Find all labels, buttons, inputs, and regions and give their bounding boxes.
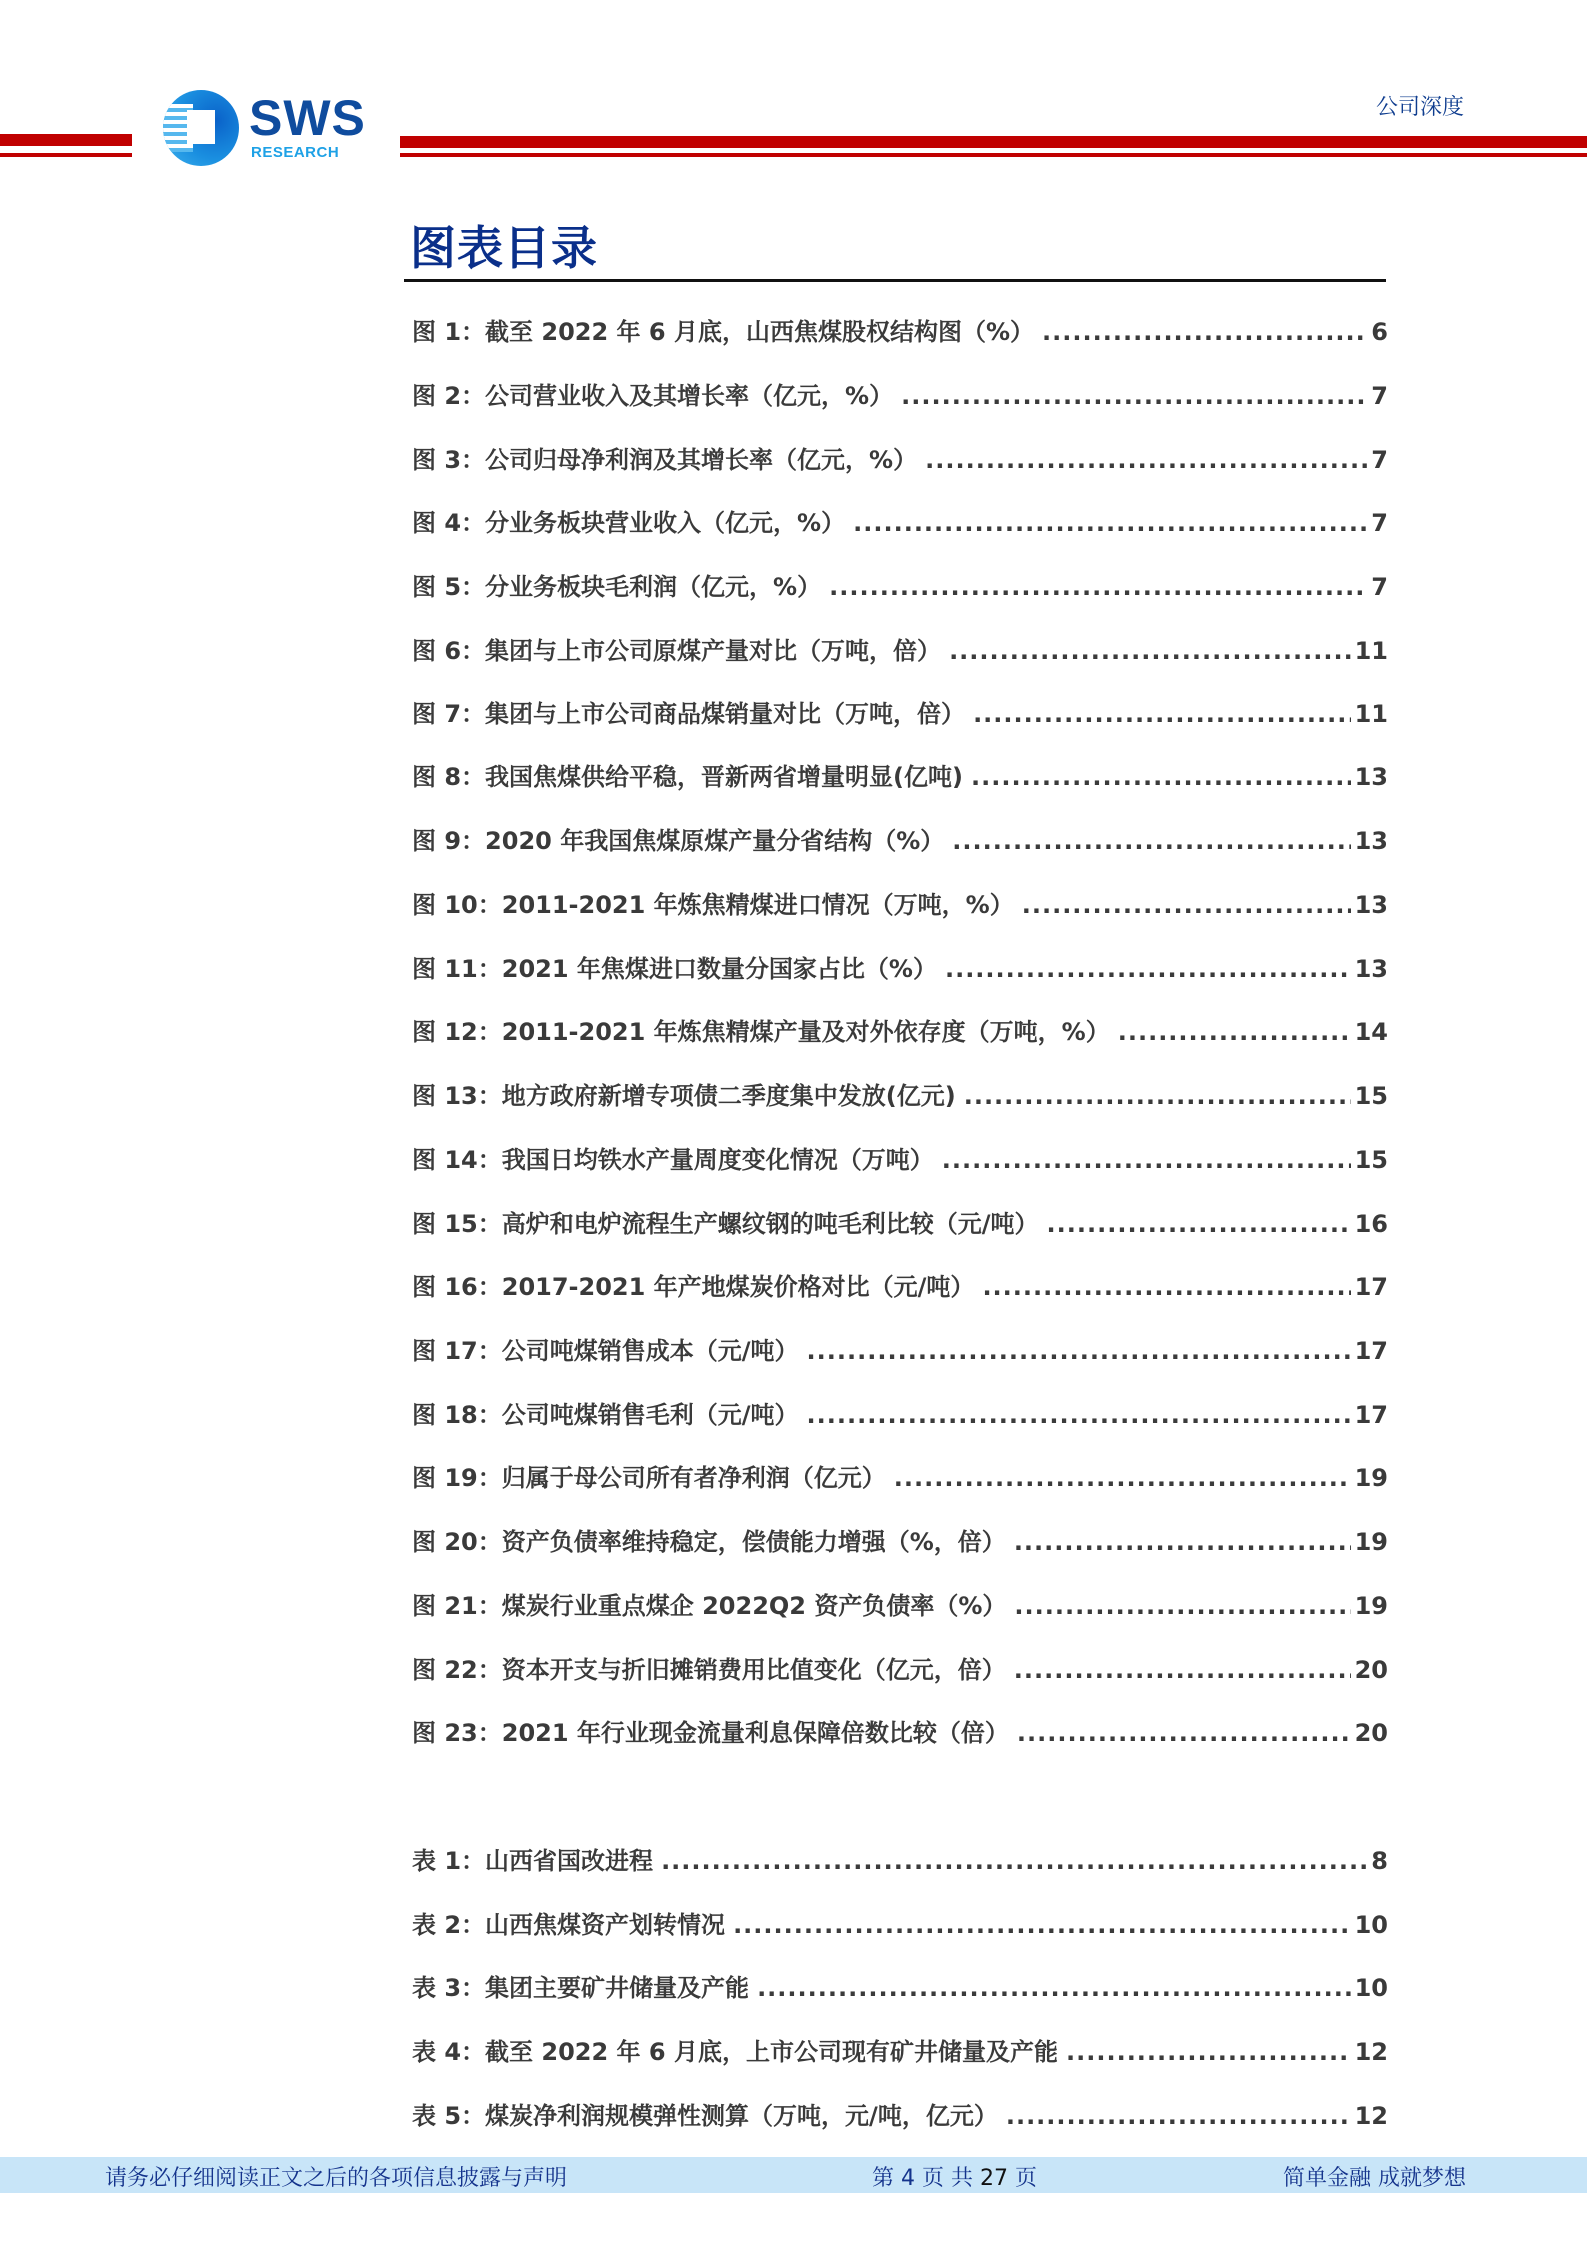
toc-entry-table-5[interactable] — [412, 2096, 1388, 2130]
toc-entry-page: 14 — [1354, 1018, 1388, 1046]
toc-entry-label: 图 22：资本开支与折旧摊销费用比值变化（亿元，倍） — [412, 1656, 1006, 1684]
toc-entry-page: 13 — [1354, 955, 1388, 983]
logo-square — [187, 110, 215, 144]
toc-entry-page: 12 — [1354, 2038, 1388, 2066]
toc-entry-figure-4[interactable] — [412, 503, 1388, 537]
toc-entry-label: 图 14：我国日均铁水产量周度变化情况（万吨） — [412, 1146, 934, 1174]
toc-entry-figure-17[interactable] — [412, 1331, 1388, 1365]
toc-entry-page: 13 — [1354, 891, 1388, 919]
page-suffix: 页 — [1007, 2166, 1037, 2191]
toc-entry-label: 图 9：2020 年我国焦煤原煤产量分省结构（%） — [412, 827, 945, 855]
header-rule-right-thick — [400, 136, 1587, 148]
toc-entry-label: 图 11：2021 年焦煤进口数量分国家占比（%） — [412, 955, 937, 983]
dot-leader — [853, 509, 1367, 537]
logo-wordmark: SWS — [249, 90, 366, 146]
toc-entry-label: 表 3：集团主要矿井储量及产能 — [412, 1974, 750, 2002]
toc-entry-figure-7[interactable] — [412, 694, 1388, 728]
toc-entry-page: 11 — [1354, 700, 1388, 728]
page-total: 27 — [979, 2166, 1008, 2191]
dot-leader — [1047, 1210, 1351, 1238]
dot-leader — [1014, 1592, 1350, 1620]
toc-entry-label: 图 8：我国焦煤供给平稳，晋新两省增量明显(亿吨) — [412, 763, 963, 791]
toc-entry-figure-16[interactable] — [412, 1267, 1388, 1301]
toc-entry-label: 图 4：分业务板块营业收入（亿元，%） — [412, 509, 846, 537]
toc-entry-page: 20 — [1354, 1719, 1388, 1747]
document-type-label: 公司深度 — [1376, 95, 1465, 120]
toc-entry-figure-3[interactable] — [412, 440, 1388, 474]
toc-entry-label: 表 4：截至 2022 年 6 月底，上市公司现有矿井储量及产能 — [412, 2038, 1058, 2066]
toc-entry-page: 16 — [1354, 1210, 1388, 1238]
header-rule-left-thick — [0, 134, 132, 146]
toc-entry-page: 19 — [1354, 1464, 1388, 1492]
disclaimer-text: 请务必仔细阅读正文之后的各项信息披露与声明 — [105, 2166, 568, 2191]
toc-entry-page: 19 — [1354, 1592, 1388, 1620]
toc-entry-label: 图 10：2011-2021 年炼焦精煤进口情况（万吨，%） — [412, 891, 1014, 919]
logo-globe-icon — [163, 90, 239, 166]
toc-entry-label: 图 3：公司归母净利润及其增长率（亿元，%） — [412, 446, 918, 474]
dot-leader — [757, 1974, 1351, 2002]
page-number — [872, 2161, 1037, 2192]
toc-entry-table-3[interactable] — [412, 1968, 1388, 2002]
dot-leader — [964, 1082, 1351, 1110]
dot-leader — [942, 1146, 1351, 1174]
toc-entry-figure-8[interactable] — [412, 757, 1388, 791]
toc-entry-label: 表 5：煤炭净利润规模弹性测算（万吨，元/吨，亿元） — [412, 2102, 998, 2130]
toc-entry-page: 13 — [1354, 763, 1388, 791]
dot-leader — [1017, 1719, 1351, 1747]
toc-entry-label: 图 6：集团与上市公司原煤产量对比（万吨，倍） — [412, 637, 942, 665]
toc-entry-table-4[interactable] — [412, 2032, 1388, 2066]
dot-leader — [733, 1911, 1351, 1939]
page-footer — [0, 2157, 1587, 2193]
toc-entry-label: 图 23：2021 年行业现金流量利息保障倍数比较（倍） — [412, 1719, 1009, 1747]
toc-entry-figure-2[interactable] — [412, 376, 1388, 410]
toc-entry-page: 6 — [1371, 318, 1388, 346]
toc-entry-figure-10[interactable] — [412, 885, 1388, 919]
toc-entry-figure-13[interactable] — [412, 1076, 1388, 1110]
toc-entry-label: 图 16：2017-2021 年产地煤炭价格对比（元/吨） — [412, 1273, 975, 1301]
dot-leader — [925, 446, 1367, 474]
toc-entry-table-1[interactable] — [412, 1841, 1388, 1875]
toc-entry-figure-9[interactable] — [412, 821, 1388, 855]
toc-entry-figure-21[interactable] — [412, 1586, 1388, 1620]
dot-leader — [971, 763, 1351, 791]
page-title: 图表目录 — [410, 221, 598, 275]
toc-entry-figure-18[interactable] — [412, 1395, 1388, 1429]
toc-entry-page: 11 — [1354, 637, 1388, 665]
dot-leader — [807, 1401, 1351, 1429]
toc-entry-figure-22[interactable] — [412, 1650, 1388, 1684]
header-rule-left-thin — [0, 153, 132, 157]
sws-research-logo — [163, 90, 366, 170]
slogan-text: 简单金融 成就梦想 — [1283, 2166, 1466, 2191]
toc-entry-page: 17 — [1354, 1337, 1388, 1365]
toc-entry-page: 19 — [1354, 1528, 1388, 1556]
dot-leader — [1066, 2038, 1351, 2066]
toc-entry-page: 17 — [1354, 1401, 1388, 1429]
dot-leader — [952, 827, 1350, 855]
toc-entry-label: 图 13：地方政府新增专项债二季度集中发放(亿元) — [412, 1082, 956, 1110]
title-divider — [404, 279, 1386, 282]
dot-leader — [1006, 2102, 1351, 2130]
toc-entry-figure-5[interactable] — [412, 567, 1388, 601]
toc-entry-label: 图 18：公司吨煤销售毛利（元/吨） — [412, 1401, 799, 1429]
toc-entry-label: 图 17：公司吨煤销售成本（元/吨） — [412, 1337, 799, 1365]
toc-entry-label: 图 1：截至 2022 年 6 月底，山西焦煤股权结构图（%） — [412, 318, 1035, 346]
toc-entry-page: 13 — [1354, 827, 1388, 855]
toc-entry-figure-15[interactable] — [412, 1204, 1388, 1238]
toc-entry-page: 17 — [1354, 1273, 1388, 1301]
dot-leader — [1022, 891, 1351, 919]
logo-subtitle: RESEARCH — [251, 144, 340, 161]
toc-entry-label: 表 1：山西省国改进程 — [412, 1847, 654, 1875]
toc-entry-page: 10 — [1354, 1974, 1388, 2002]
toc-entry-label: 图 15：高炉和电炉流程生产螺纹钢的吨毛利比较（元/吨） — [412, 1210, 1039, 1238]
toc-entry-page: 12 — [1354, 2102, 1388, 2130]
toc-entry-page: 15 — [1354, 1082, 1388, 1110]
toc-entry-figure-14[interactable] — [412, 1140, 1388, 1174]
toc-entry-figure-20[interactable] — [412, 1522, 1388, 1556]
toc-entry-label: 图 12：2011-2021 年炼焦精煤产量及对外依存度（万吨，%） — [412, 1018, 1110, 1046]
dot-leader — [894, 1464, 1351, 1492]
toc-entry-figure-19[interactable] — [412, 1458, 1388, 1492]
header-rule-right-thin — [400, 153, 1587, 157]
toc-entry-page: 10 — [1354, 1911, 1388, 1939]
toc-entry-page: 20 — [1354, 1656, 1388, 1684]
dot-leader — [1042, 318, 1367, 346]
toc-entry-page: 15 — [1354, 1146, 1388, 1174]
dot-leader — [973, 700, 1351, 728]
toc-entry-label: 图 5：分业务板块毛利润（亿元，%） — [412, 573, 822, 601]
dot-leader — [661, 1847, 1367, 1875]
toc-entry-label: 图 20：资产负债率维持稳定，偿债能力增强（%，倍） — [412, 1528, 1006, 1556]
dot-leader — [901, 382, 1367, 410]
dot-leader — [1118, 1018, 1351, 1046]
dot-leader — [1014, 1528, 1351, 1556]
toc-entry-label: 图 7：集团与上市公司商品煤销量对比（万吨，倍） — [412, 700, 966, 728]
dot-leader — [982, 1273, 1350, 1301]
toc-entry-figure-11[interactable] — [412, 949, 1388, 983]
dot-leader — [1014, 1656, 1351, 1684]
toc-entry-label: 表 2：山西焦煤资产划转情况 — [412, 1911, 726, 1939]
toc-entry-page: 7 — [1371, 509, 1388, 537]
toc-entry-figure-23[interactable] — [412, 1713, 1388, 1747]
dot-leader — [945, 955, 1351, 983]
toc-entry-page: 7 — [1371, 446, 1388, 474]
toc-entry-figure-1[interactable] — [412, 312, 1388, 346]
toc-entry-page: 7 — [1371, 573, 1388, 601]
toc-entry-page: 7 — [1371, 382, 1388, 410]
dot-leader — [949, 637, 1351, 665]
toc-entry-figure-12[interactable] — [412, 1012, 1388, 1046]
toc-entry-label: 图 19：归属于母公司所有者净利润（亿元） — [412, 1464, 886, 1492]
toc-entry-label: 图 2：公司营业收入及其增长率（亿元，%） — [412, 382, 894, 410]
toc-entry-table-2[interactable] — [412, 1905, 1388, 1939]
dot-leader — [807, 1337, 1351, 1365]
toc-entry-figure-6[interactable] — [412, 631, 1388, 665]
toc-entry-page: 8 — [1371, 1847, 1388, 1875]
page-prefix: 第 4 页 共 — [872, 2166, 980, 2191]
toc-entry-label: 图 21：煤炭行业重点煤企 2022Q2 资产负债率（%） — [412, 1592, 1007, 1620]
dot-leader — [829, 573, 1367, 601]
